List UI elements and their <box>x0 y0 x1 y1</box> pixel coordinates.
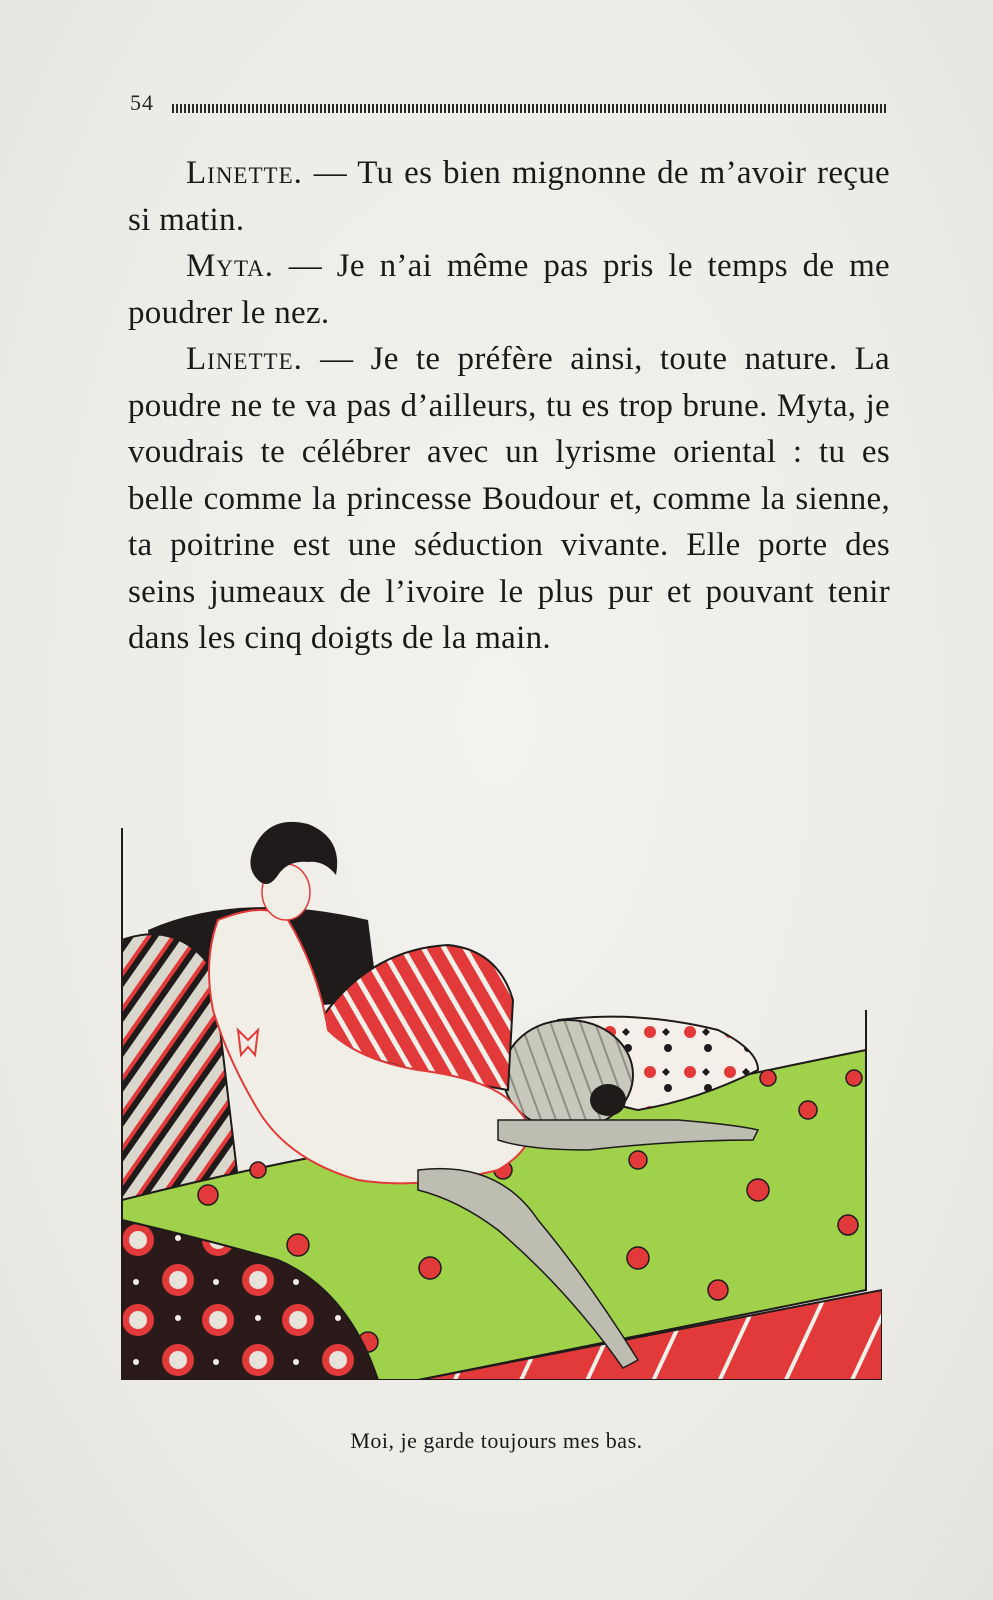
dialogue-text <box>128 150 890 662</box>
paragraph-text: — Tu es bien mignonne de m’avoir reçue si matin. <box>128 155 890 238</box>
paragraph <box>128 243 890 336</box>
page-header <box>130 90 890 120</box>
paragraph-text: — Je n’ai même pas pris le temps de me poudrer le nez. <box>128 248 890 331</box>
illustration-caption: Moi, je garde toujours mes bas. <box>350 1428 643 1453</box>
decorative-rule <box>172 104 888 113</box>
illustration <box>118 820 882 1380</box>
paragraph <box>128 336 890 662</box>
paragraph-text: — Je te préfère ainsi, toute nature. La poudre ne te va pas d’ailleurs, tu es trop brune. Myta, je voudrais te célébrer avec un lyrisme oriental : tu es belle comme la princesse Boudour et, comme la sienne, ta poitrine est une séduction vivante. Elle porte des seins jumeaux de l’ivoire le plus pur et pouvant tenir dans les cinq doigts de la main. <box>128 341 890 656</box>
bolster-end <box>590 1084 626 1116</box>
speaker-name: Myta. <box>186 248 275 284</box>
speaker-name: Linette. <box>186 155 303 191</box>
speaker-name: Linette. <box>186 341 303 377</box>
page-number: 54 <box>130 90 154 115</box>
paragraph <box>128 150 890 243</box>
